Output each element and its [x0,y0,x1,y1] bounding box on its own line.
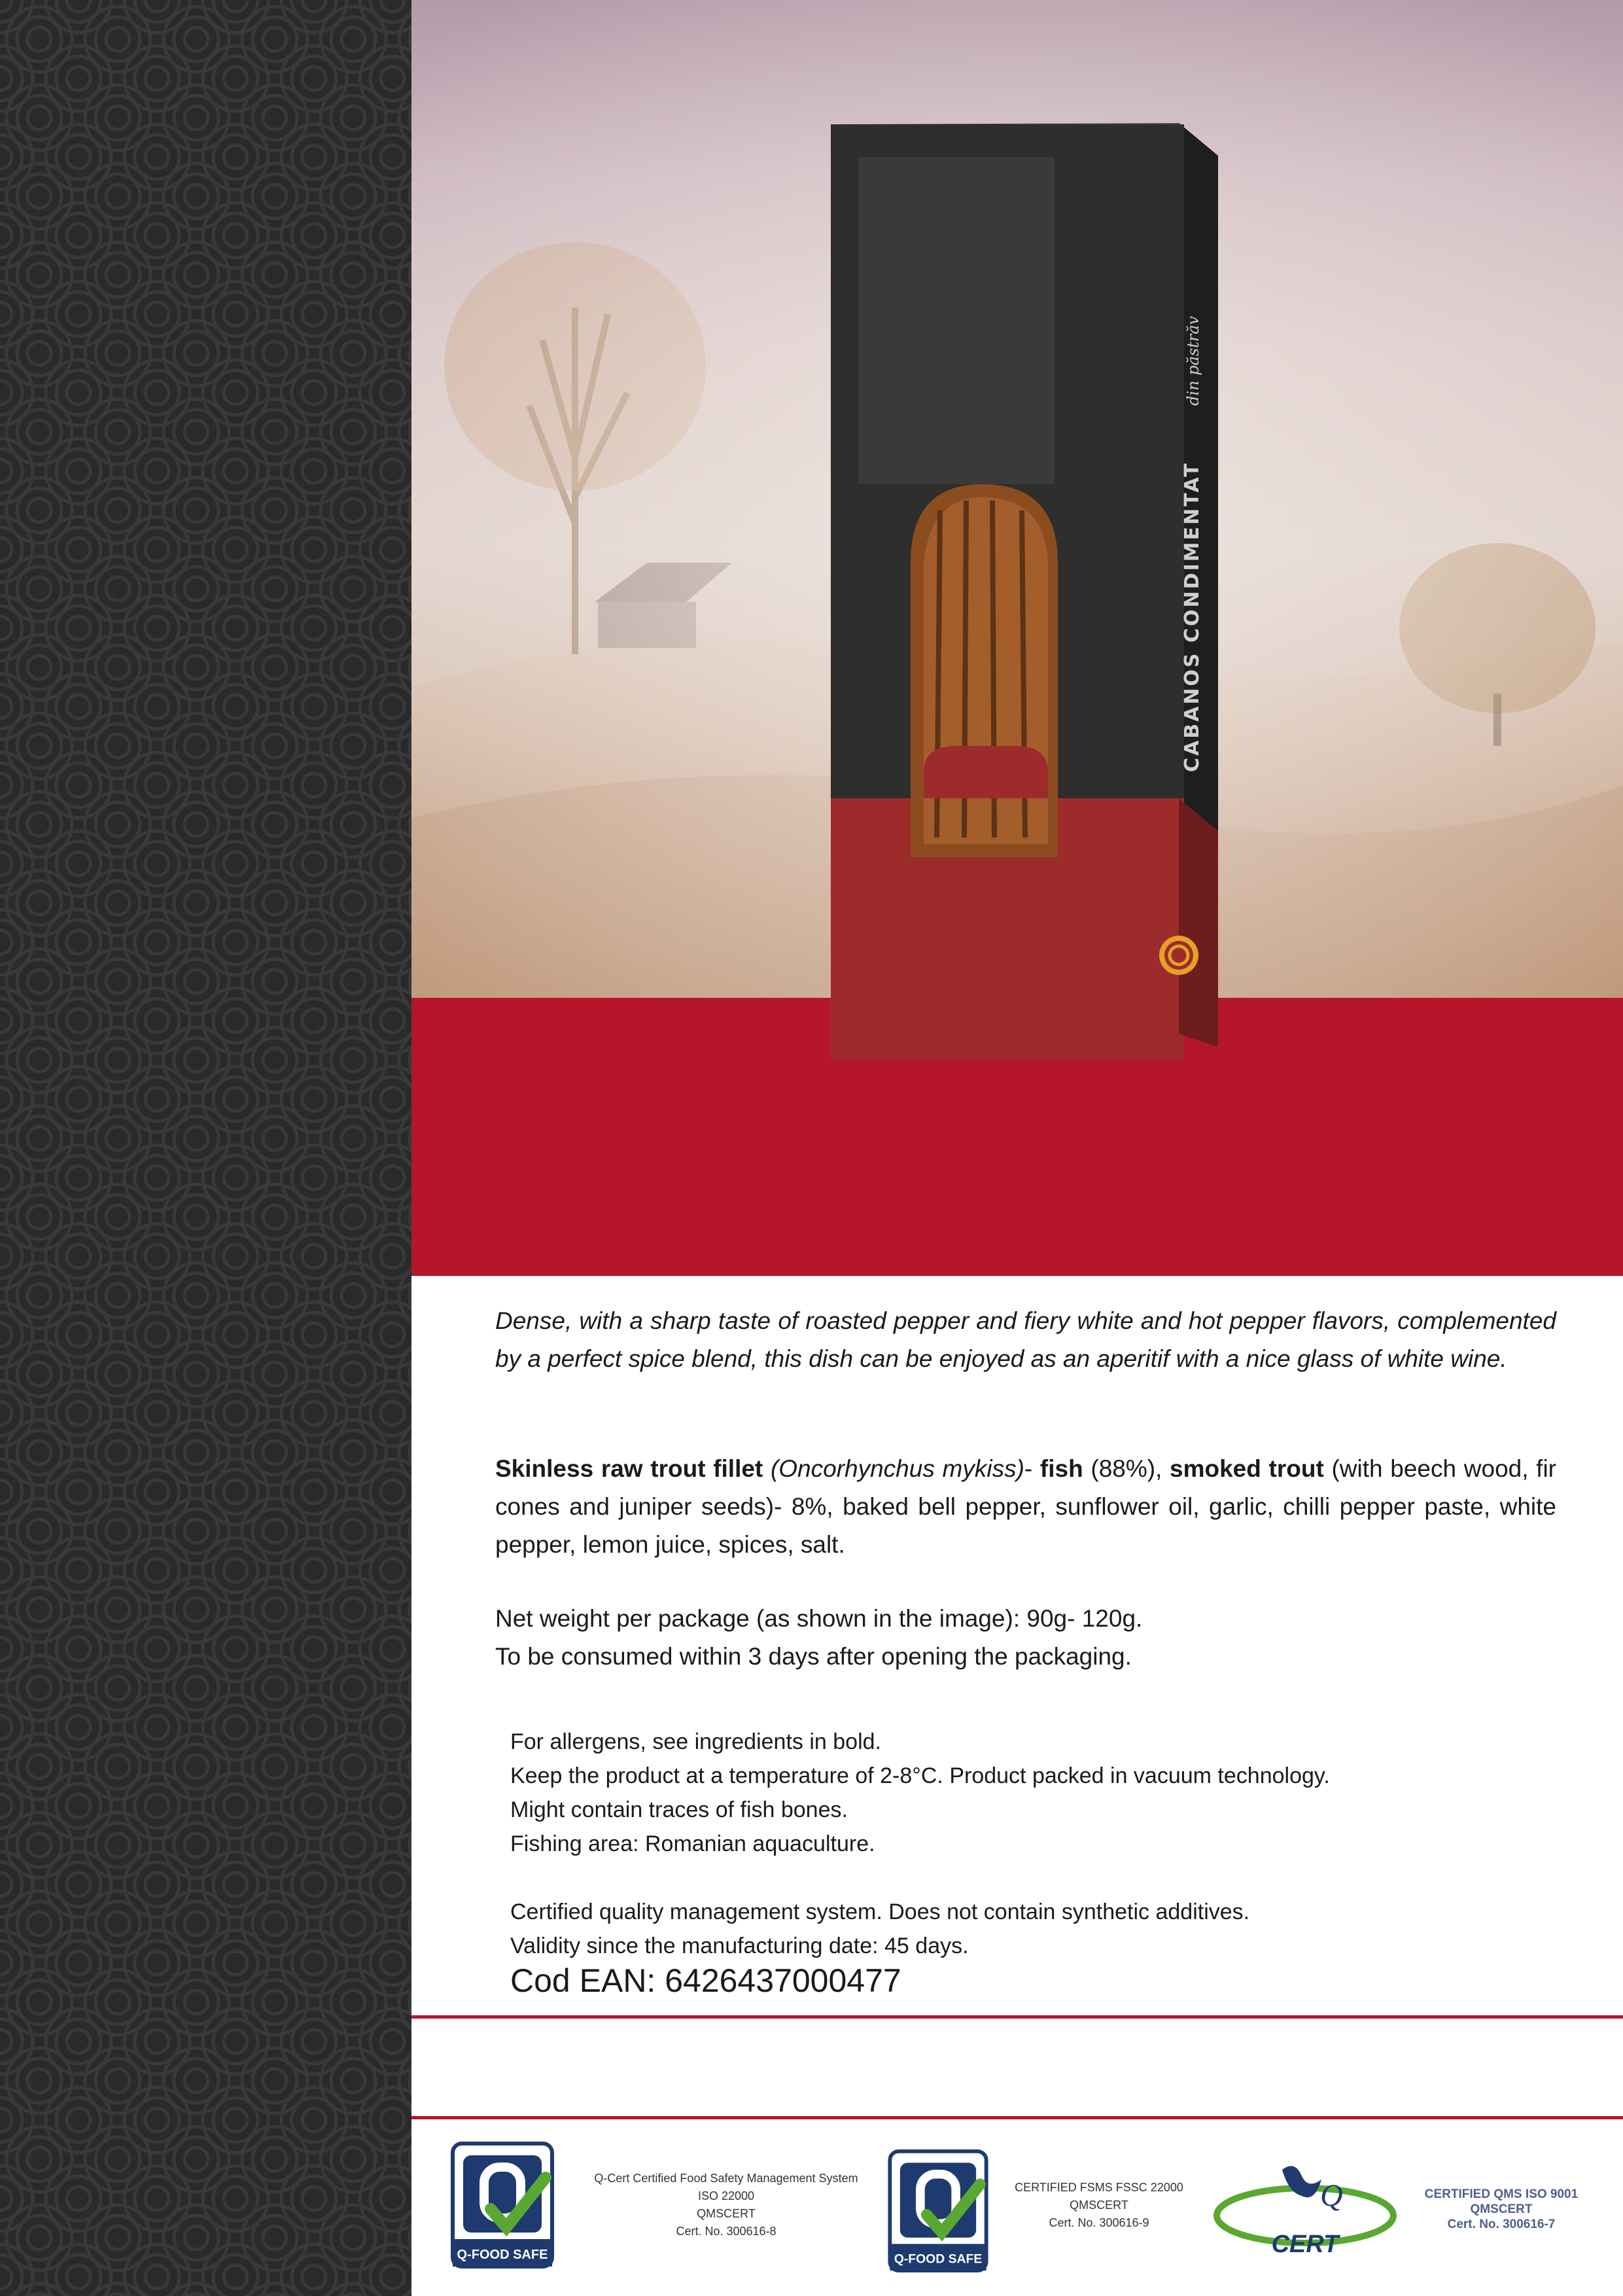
cert-line: Cert. No. 300616-8 [676,2225,777,2238]
cert-text-3 [1420,2187,1583,2232]
cert-line: QMSCERT [1470,2202,1533,2216]
cert-line: ISO 22000 [697,2189,755,2202]
cert-line: Cert. No. 300616-9 [1049,2216,1149,2229]
logo-text: Q-FOOD SAFE [457,2248,548,2262]
box-brand: din păstrăv [1184,315,1202,406]
consume-info: To be consumed within 3 days after opening the packaging. [495,1643,1132,1670]
info-line: Might contain traces of fish bones. [510,1797,848,1822]
info-line: For allergens, see ingredients in bold. [510,1729,881,1754]
ingredient-bold-1: Skinless raw trout fillet [495,1455,763,1482]
cert-line: CERTIFIED FSMS FSSC 22000 [1015,2181,1183,2194]
storage-info [510,1725,1571,1861]
cert-line: QMSCERT [1070,2199,1128,2212]
decorative-sidebar [0,0,411,2296]
net-weight: Net weight per package (as shown in the image): 90g- 120g. [495,1605,1143,1632]
cert-line: Cert. No. 300616-7 [1447,2217,1556,2231]
cert-line: CERTIFIED QMS ISO 9001 [1424,2187,1579,2201]
ingredient-bold-2: fish [1039,1455,1083,1482]
quality-line: Certified quality management system. Does not contain synthetic additives. [510,1899,1250,1924]
q-food-safe-logo-2 [887,2149,989,2273]
q-food-safe-logo [450,2141,555,2269]
ean-code: Cod EAN: 6426437000477 [510,1962,901,1999]
box-label: CABANOS CONDIMENTAT [1181,461,1204,772]
cert-text-2 [1007,2179,1191,2232]
ingredient-bold-3: smoked trout [1170,1455,1324,1482]
divider-bottom [411,2116,1623,2119]
divider-top [411,2015,1623,2019]
quality-info [510,1895,1571,1963]
svg-text:Q: Q [1320,2178,1343,2213]
logo-text: Q-FOOD SAFE [894,2252,983,2267]
cert-line: Q-Cert Certified Food Safety Management System [594,2172,858,2185]
ingredient-text-1: - [1024,1455,1040,1482]
cert-line: QMSCERT [697,2207,756,2220]
info-line: Keep the product at a temperature of 2-8°C. Product packed in vacuum technology. [510,1763,1330,1788]
ingredient-text-2: (88%), [1083,1455,1170,1482]
ingredient-text-3: (with beech wood, fir cones and juniper seeds)- 8%, baked bell pepper, sunflower oil, garlic, chilli pepper paste, white pepper, lemon juice, spices, salt. [495,1455,1557,1558]
info-line: Fishing area: Romanian aquaculture. [510,1831,875,1856]
product-box [826,118,1231,1060]
product-description: Dense, with a sharp taste of roasted pepper and fiery white and hot pepper flavors, complemented by a perfect spice blend, this dish can be enjoyed as an aperitif with a nice glass of white wine. [495,1307,1556,1372]
net-weight-block [495,1600,1556,1676]
qmscert-logo [1210,2157,1400,2261]
ingredient-latin: (Oncorhynchus mykiss) [770,1455,1024,1482]
circle-pattern [0,0,411,2296]
ingredients [495,1450,1556,1564]
cert-text-1 [582,2170,870,2240]
logo-text: CERT [1271,2231,1339,2258]
quality-line: Validity since the manufacturing date: 45 days. [510,1934,969,1958]
